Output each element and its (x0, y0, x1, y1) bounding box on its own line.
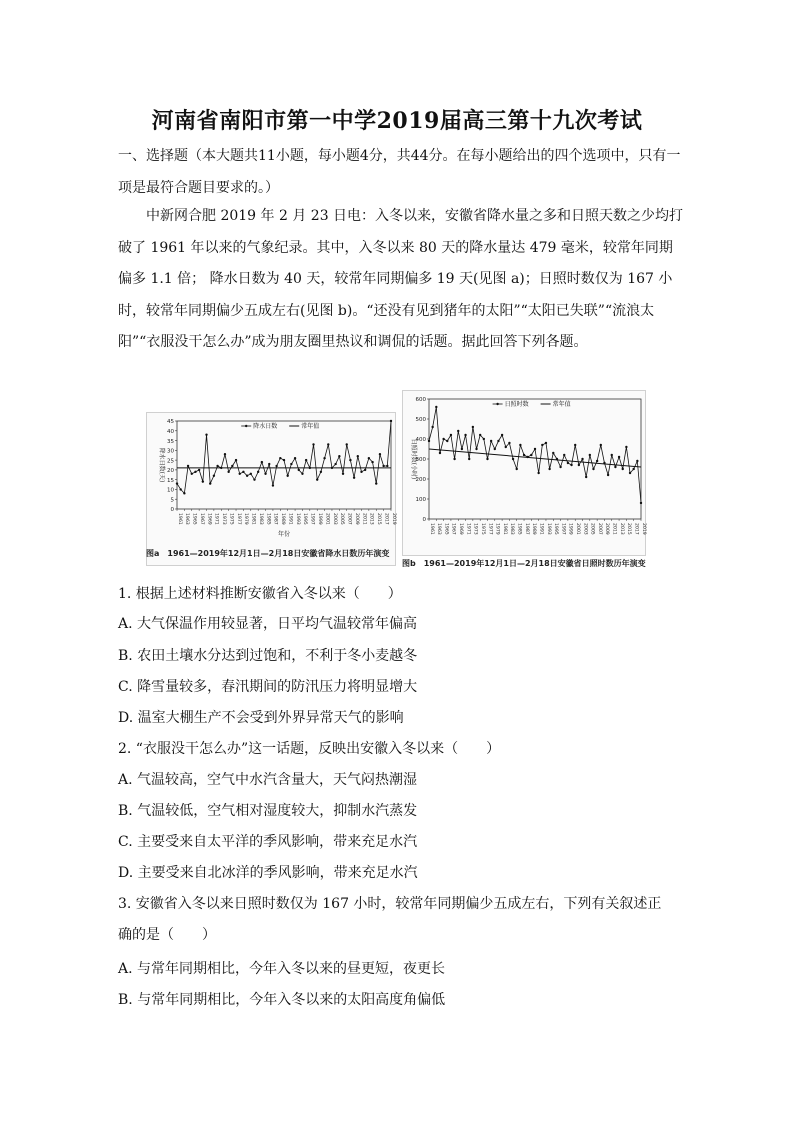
y-axis-label: 降水日数(天) (158, 447, 165, 483)
y-tick-label: 45 (167, 419, 174, 426)
data-point (305, 459, 307, 461)
x-tick-label: 2019 (640, 523, 646, 535)
x-tick-label: 1993 (294, 513, 300, 525)
data-point (461, 448, 463, 450)
x-tick-label: 2007 (596, 523, 602, 535)
data-point (331, 467, 333, 469)
data-point (275, 465, 277, 467)
data-point (439, 452, 441, 454)
data-point (224, 453, 226, 455)
y-axis-label: 日照时数(小时) (410, 438, 417, 480)
x-tick-label: 1995 (553, 523, 559, 535)
data-point (213, 475, 215, 477)
data-point (239, 473, 241, 475)
data-point (516, 468, 518, 470)
data-point (246, 475, 248, 477)
y-tick-label: 100 (415, 497, 426, 504)
x-tick-label: 1965 (191, 513, 197, 525)
x-tick-label: 2005 (589, 523, 595, 535)
x-tick-label: 1985 (265, 513, 271, 525)
data-point (209, 482, 211, 484)
data-point (497, 440, 499, 442)
plot-frame (429, 399, 641, 519)
y-tick-label: 300 (415, 457, 426, 464)
data-point (537, 472, 539, 474)
y-tick-label: 15 (167, 477, 174, 484)
question-2-option-b: B. 气温较低，空气相对湿度较大，抑制水汽蒸发 (118, 803, 418, 819)
x-tick-label: 2015 (376, 513, 382, 525)
y-tick-label: 200 (415, 477, 426, 484)
x-tick-label: 1989 (280, 513, 286, 525)
data-point (428, 440, 430, 442)
data-point (242, 471, 244, 473)
data-point (603, 462, 605, 464)
data-point (578, 464, 580, 466)
data-point (490, 440, 492, 442)
y-tick-label: 600 (415, 397, 426, 404)
x-tick-label: 1993 (545, 523, 551, 535)
x-tick-label: 1961 (428, 523, 434, 535)
x-tick-label: 2007 (346, 513, 352, 525)
y-tick-label: 25 (167, 458, 174, 465)
data-point (360, 471, 362, 473)
x-tick-label: 2003 (331, 513, 337, 525)
legend-normal-label: 常年值 (301, 423, 320, 431)
x-tick-label: 2003 (582, 523, 588, 535)
question-1-option-b: B. 农田土壤水分达到过饱和，不利于冬小麦越冬 (118, 648, 418, 664)
data-point (483, 438, 485, 440)
data-point (629, 472, 631, 474)
x-tick-label: 1969 (458, 523, 464, 535)
data-point (468, 458, 470, 460)
data-point (494, 448, 496, 450)
data-point (294, 457, 296, 459)
data-point (298, 469, 300, 471)
data-point (625, 446, 627, 448)
data-point (349, 459, 351, 461)
data-point (614, 466, 616, 468)
x-tick-label: 1999 (317, 513, 323, 525)
x-tick-label: 1965 (443, 523, 449, 535)
y-tick-label: 40 (167, 428, 174, 435)
data-point (559, 466, 561, 468)
series-line (177, 421, 391, 493)
data-point (290, 463, 292, 465)
question-2-stem: 2. “衣服没干怎么办”这一话题，反映出安徽入冬以来（ ） (118, 741, 501, 757)
figure-b-panel (402, 390, 646, 556)
x-tick-label: 2019 (390, 513, 396, 525)
chart-a (147, 413, 395, 565)
data-point (390, 420, 392, 422)
x-axis-label: 年份 (277, 531, 291, 538)
data-point (611, 454, 613, 456)
x-tick-label: 2001 (324, 513, 330, 525)
data-point (541, 444, 543, 446)
x-tick-label: 2017 (383, 513, 389, 525)
data-point (379, 453, 381, 455)
data-point (486, 458, 488, 460)
data-point (435, 406, 437, 408)
data-point (250, 473, 252, 475)
x-tick-label: 1991 (287, 513, 293, 525)
data-point (283, 459, 285, 461)
data-point (574, 444, 576, 446)
data-point (357, 455, 359, 457)
x-tick-label: 2011 (611, 523, 617, 535)
data-point (342, 473, 344, 475)
data-point (191, 473, 193, 475)
question-1-option-c: C. 降雪量较多，春汛期间的防汛压力将明显增大 (118, 679, 418, 695)
x-tick-label: 1983 (509, 523, 515, 535)
y-tick-label: 35 (167, 438, 174, 445)
data-point (346, 443, 348, 445)
data-point (198, 469, 200, 471)
figure-a-caption: 图a 1961—2019年12月1日—2月18日安徽省降水日数历年演变 (146, 549, 390, 558)
x-tick-label: 1975 (228, 513, 234, 525)
x-tick-label: 2017 (633, 523, 639, 535)
legend-series-label: 降水日数 (253, 423, 278, 431)
data-point (464, 434, 466, 436)
series-line (429, 407, 641, 503)
data-point (371, 461, 373, 463)
y-tick-label: 0 (170, 507, 174, 514)
data-point (205, 433, 207, 435)
x-tick-label: 1979 (494, 523, 500, 535)
question-2-option-c: C. 主要受来自太平洋的季风影响，带来充足水汽 (118, 834, 418, 850)
data-point (508, 442, 510, 444)
y-tick-label: 5 (170, 497, 174, 504)
data-point (526, 456, 528, 458)
data-point (519, 444, 521, 446)
x-tick-label: 2005 (339, 513, 345, 525)
legend-series-marker (245, 425, 247, 427)
data-point (338, 455, 340, 457)
y-tick-label: 30 (167, 448, 174, 455)
data-point (501, 434, 503, 436)
x-tick-label: 1987 (272, 513, 278, 525)
data-point (279, 457, 281, 459)
data-point (187, 465, 189, 467)
data-point (530, 454, 532, 456)
data-point (479, 434, 481, 436)
x-tick-label: 1963 (436, 523, 442, 535)
data-point (552, 452, 554, 454)
data-point (548, 468, 550, 470)
data-point (334, 463, 336, 465)
data-point (353, 477, 355, 479)
x-tick-label: 1995 (302, 513, 308, 525)
data-point (632, 468, 634, 470)
data-point (368, 457, 370, 459)
data-point (286, 475, 288, 477)
section-instruction: 一、选择题（本大题共11小题，每小题4分，共44分。在每小题给出的四个选项中，只有一项是最符合题目要求的。） (118, 148, 681, 196)
x-tick-label: 1987 (523, 523, 529, 535)
legend-series-marker (496, 403, 498, 405)
x-tick-label: 2015 (626, 523, 632, 535)
data-point (600, 444, 602, 446)
y-tick-label: 20 (167, 468, 174, 475)
x-tick-label: 1967 (450, 523, 456, 535)
x-tick-label: 1977 (235, 513, 241, 525)
data-point (567, 462, 569, 464)
data-point (375, 482, 377, 484)
reading-passage: 中新网合肥 2019 年 2 月 23 日电：入冬以来，安徽省降水量之多和日照天数之少均打破了 1961 年以来的气象纪录。其中，入冬以来 80 天的降水量达 479 毫米，较常年同期偏多 1.1 倍； 降水日数为 40 天，较常年同期偏多 19 天(见图 a)；日照时数仅为 167 小时，较常年同期偏少五成左右(见图 b)。“还没有见到猪年的太阳”“太阳已失联”“流浪太阳”“衣服没干怎么办”成为朋友圈里热议和调侃的话题。据此回答下列各题。 (118, 208, 684, 350)
data-point (264, 473, 266, 475)
x-tick-label: 1967 (198, 513, 204, 525)
data-point (179, 488, 181, 490)
y-tick-label: 500 (415, 417, 426, 424)
data-point (570, 464, 572, 466)
data-point (450, 434, 452, 436)
question-3-option-a: A. 与常年同期相比，今年入冬以来的昼更短，夜更长 (118, 961, 446, 977)
x-tick-label: 1977 (487, 523, 493, 535)
data-point (607, 474, 609, 476)
x-tick-label: 2013 (618, 523, 624, 535)
question-2-option-d: D. 主要受来自北冰洋的季风影响，带来充足水汽 (118, 865, 418, 881)
data-point (472, 426, 474, 428)
legend-series-label: 日照时数 (504, 401, 529, 409)
x-tick-label: 1973 (472, 523, 478, 535)
data-point (253, 478, 255, 480)
x-tick-label: 1985 (516, 523, 522, 535)
data-point (589, 454, 591, 456)
data-point (457, 430, 459, 432)
data-point (231, 465, 233, 467)
x-tick-label: 1999 (567, 523, 573, 535)
x-tick-label: 1963 (184, 513, 190, 525)
data-point (309, 467, 311, 469)
data-point (446, 440, 448, 442)
data-point (563, 454, 565, 456)
data-point (312, 443, 314, 445)
data-point (316, 478, 318, 480)
x-tick-label: 1979 (243, 513, 249, 525)
x-tick-label: 2013 (368, 513, 374, 525)
x-tick-label: 1971 (465, 523, 471, 535)
figure-b-caption: 图b 1961—2019年12月1日—2月18日安徽省日照时数历年演变 (402, 559, 646, 568)
data-point (227, 471, 229, 473)
data-point (386, 465, 388, 467)
data-point (323, 457, 325, 459)
x-tick-label: 1973 (221, 513, 227, 525)
data-point (523, 454, 525, 456)
data-point (176, 482, 178, 484)
question-1-stem: 1. 根据上述材料推断安徽省入冬以来（ ） (118, 586, 402, 602)
x-tick-label: 2011 (361, 513, 367, 525)
data-point (301, 473, 303, 475)
data-point (431, 426, 433, 428)
x-tick-label: 1997 (309, 513, 315, 525)
question-3-option-b: B. 与常年同期相比，今年入冬以来的太阳高度角偏低 (118, 992, 446, 1008)
data-point (320, 471, 322, 473)
x-tick-label: 1983 (257, 513, 263, 525)
data-point (475, 448, 477, 450)
chart-b (403, 391, 645, 555)
normal-value-line (429, 449, 641, 467)
y-tick-label: 0 (422, 517, 426, 524)
y-tick-label: 10 (167, 487, 174, 494)
data-point (505, 446, 507, 448)
data-point (636, 460, 638, 462)
data-point (364, 469, 366, 471)
figure-group (146, 388, 646, 578)
x-tick-label: 1971 (213, 513, 219, 525)
question-1-option-d: D. 温室大棚生产不会受到外界异常天气的影响 (118, 710, 404, 726)
x-tick-label: 1989 (531, 523, 537, 535)
x-tick-label: 1975 (479, 523, 485, 535)
data-point (622, 468, 624, 470)
x-tick-label: 1991 (538, 523, 544, 535)
data-point (545, 442, 547, 444)
x-tick-label: 2001 (575, 523, 581, 535)
data-point (216, 465, 218, 467)
x-tick-label: 2009 (353, 513, 359, 525)
x-tick-label: 1981 (250, 513, 256, 525)
data-point (618, 456, 620, 458)
data-point (327, 443, 329, 445)
data-point (257, 471, 259, 473)
x-tick-label: 1997 (560, 523, 566, 535)
data-point (596, 460, 598, 462)
x-tick-label: 1981 (501, 523, 507, 535)
data-point (640, 502, 642, 504)
data-point (268, 463, 270, 465)
legend-normal-label: 常年值 (552, 401, 571, 409)
data-point (183, 492, 185, 494)
data-point (382, 465, 384, 467)
x-tick-label: 1961 (176, 513, 182, 525)
data-point (534, 448, 536, 450)
data-point (512, 458, 514, 460)
data-point (272, 484, 274, 486)
question-3-stem-line2: 确的是（ ） (118, 927, 216, 943)
data-point (585, 476, 587, 478)
data-point (235, 459, 237, 461)
question-2-option-a: A. 气温较高，空气中水汽含量大，天气闷热潮湿 (118, 772, 418, 788)
x-tick-label: 1969 (206, 513, 212, 525)
y-tick-label: 400 (415, 437, 426, 444)
data-point (592, 468, 594, 470)
data-point (194, 471, 196, 473)
data-point (453, 458, 455, 460)
data-point (581, 458, 583, 460)
data-point (261, 461, 263, 463)
data-point (556, 458, 558, 460)
data-point (220, 467, 222, 469)
figure-a-panel (146, 412, 396, 566)
x-tick-label: 2009 (604, 523, 610, 535)
page-title: 河南省南阳市第一中学2019届高三第十九次考试 (151, 108, 643, 134)
question-1-option-a: A. 大气保温作用较显著，日平均气温较常年偏高 (118, 616, 418, 632)
question-3-stem-line1: 3. 安徽省入冬以来日照时数仅为 167 小时，较常年同期偏少五成左右，下列有关叙述正 (118, 896, 662, 912)
data-point (442, 438, 444, 440)
data-point (202, 480, 204, 482)
